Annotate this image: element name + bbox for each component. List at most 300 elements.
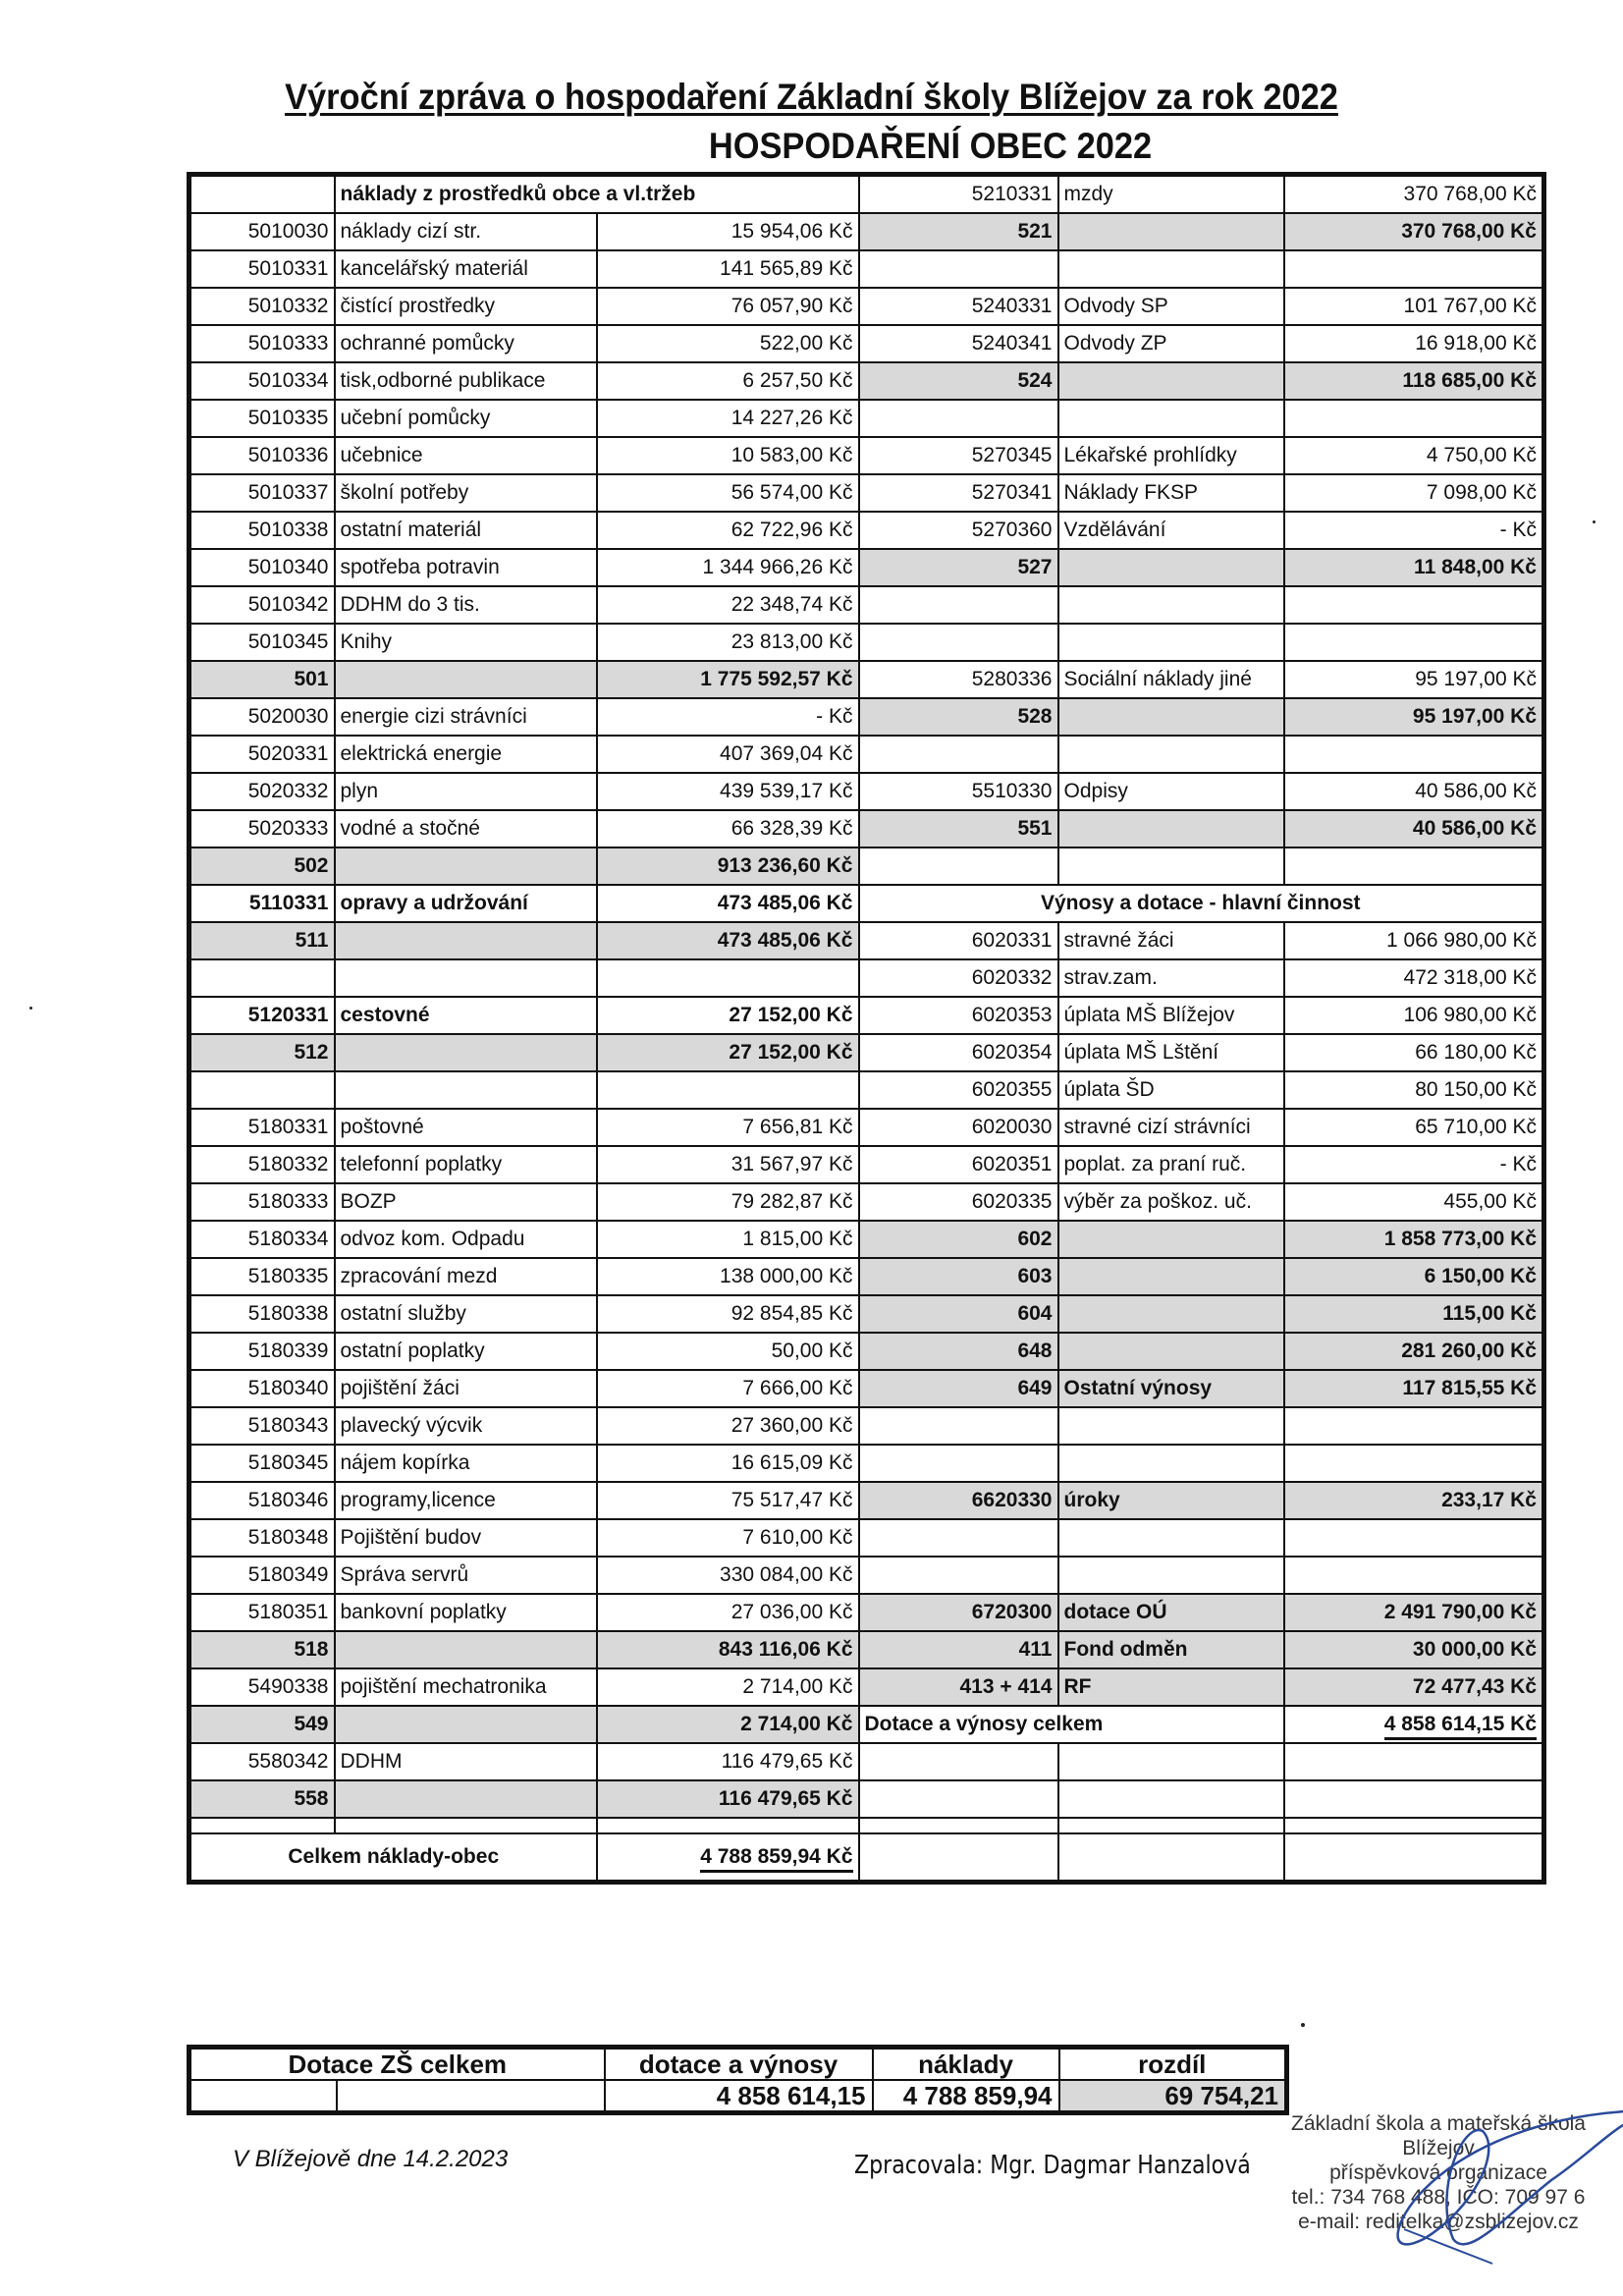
account-amount: 7 098,00 Kč <box>1284 474 1544 512</box>
subtotal-code: 649 <box>859 1370 1058 1407</box>
account-amount: 473 485,06 Kč <box>597 885 859 922</box>
account-label <box>1058 1221 1284 1258</box>
account-amount: 330 084,00 Kč <box>597 1557 859 1594</box>
account-amount: 439 539,17 Kč <box>597 773 859 810</box>
table-row <box>189 1743 1544 1780</box>
table-row <box>189 1295 1544 1333</box>
account-amount: 66 328,39 Kč <box>597 810 859 847</box>
account-amount: 66 180,00 Kč <box>1284 1034 1544 1071</box>
table-row <box>189 1109 1544 1146</box>
account-code: 5020331 <box>189 736 335 773</box>
account-amount: 101 767,00 Kč <box>1284 288 1544 325</box>
account-label <box>1058 213 1284 250</box>
left-section-header: náklady z prostředků obce a vl.tržeb <box>335 175 859 214</box>
stamp-line-5: e-mail: reditelka@zsblizejov.cz <box>1298 2211 1579 2233</box>
account-label <box>335 1034 597 1071</box>
account-amount <box>597 1818 859 1833</box>
table-row <box>189 213 1544 250</box>
subtotal-code: 502 <box>189 847 335 885</box>
account-label: opravy a udržování <box>335 885 597 922</box>
subtotal-code: 411 <box>859 1631 1058 1668</box>
table-row <box>189 1706 1544 1743</box>
account-amount: 16 918,00 Kč <box>1284 325 1544 362</box>
account-code: 5180335 <box>189 1258 335 1295</box>
account-label: Knihy <box>335 624 597 661</box>
stamp-line-4: tel.: 734 768 488, IČO: 709 97 6 <box>1291 2186 1586 2209</box>
account-amount: 50,00 Kč <box>597 1333 859 1370</box>
scan-speck <box>29 1007 32 1010</box>
account-label: pojištění žáci <box>335 1370 597 1407</box>
account-amount: 76 057,90 Kč <box>597 288 859 325</box>
account-label <box>335 661 597 698</box>
account-amount: 106 980,00 Kč <box>1284 997 1544 1034</box>
subtotal-amount: 281 260,00 Kč <box>1284 1333 1544 1370</box>
table-row <box>189 474 1544 512</box>
account-code: 5020332 <box>189 773 335 810</box>
account-label <box>1058 1445 1284 1482</box>
subtotal-code: 558 <box>189 1780 335 1818</box>
account-amount: 10 583,00 Kč <box>597 437 859 474</box>
subtotal-code: 604 <box>859 1295 1058 1333</box>
account-label: úplata ŠD <box>1058 1071 1284 1109</box>
account-label: elektrická energie <box>335 736 597 773</box>
account-label: Odpisy <box>1058 773 1284 810</box>
account-label <box>1058 1295 1284 1333</box>
account-code: 5180348 <box>189 1519 335 1557</box>
account-label: ochranné pomůcky <box>335 325 597 362</box>
account-code: 5010334 <box>189 362 335 400</box>
table-row <box>189 549 1544 586</box>
account-amount: 62 722,96 Kč <box>597 512 859 549</box>
table-row <box>189 1519 1544 1557</box>
account-code: 5180345 <box>189 1445 335 1482</box>
account-label <box>335 1780 597 1818</box>
account-code: 5010331 <box>189 250 335 288</box>
subtotal-amount: 95 197,00 Kč <box>1284 698 1544 736</box>
account-label: úplata MŠ Lštění <box>1058 1034 1284 1071</box>
account-code: 5010338 <box>189 512 335 549</box>
account-label <box>335 1631 597 1668</box>
summary-empty-1 <box>189 2080 337 2113</box>
account-label: mzdy <box>1058 175 1284 214</box>
account-label: Pojištění budov <box>335 1519 597 1557</box>
account-label: výběr za poškoz. uč. <box>1058 1183 1284 1221</box>
account-code <box>189 959 335 997</box>
account-label: Vzdělávání <box>1058 512 1284 549</box>
subtotal-code: 524 <box>859 362 1058 400</box>
account-label: plyn <box>335 773 597 810</box>
account-label: zpracování mezd <box>335 1258 597 1295</box>
account-code: 5240331 <box>859 288 1058 325</box>
account-code: 5270341 <box>859 474 1058 512</box>
table-row <box>189 1183 1544 1221</box>
summary-header-row <box>189 2048 1287 2081</box>
account-label: úroky <box>1058 1482 1284 1519</box>
account-label: RF <box>1058 1668 1284 1706</box>
subtotal-amount: 1 775 592,57 Kč <box>597 661 859 698</box>
account-amount: 80 150,00 Kč <box>1284 1071 1544 1109</box>
account-code: 5010030 <box>189 213 335 250</box>
account-amount: 14 227,26 Kč <box>597 400 859 437</box>
account-code: 6020335 <box>859 1183 1058 1221</box>
account-label: vodné a stočné <box>335 810 597 847</box>
table-row <box>189 437 1544 474</box>
account-amount <box>1284 1407 1544 1445</box>
account-amount <box>1284 1833 1544 1883</box>
account-code: 5180334 <box>189 1221 335 1258</box>
table-row <box>189 400 1544 437</box>
account-code <box>189 1071 335 1109</box>
subtotal-code: 6720300 <box>859 1594 1058 1631</box>
account-code: 5010337 <box>189 474 335 512</box>
subtotal-amount: 27 152,00 Kč <box>597 1034 859 1071</box>
account-code: 6020331 <box>859 922 1058 959</box>
account-label <box>335 922 597 959</box>
account-amount: 472 318,00 Kč <box>1284 959 1544 997</box>
account-label: cestovné <box>335 997 597 1034</box>
account-amount: 2 714,00 Kč <box>597 1668 859 1706</box>
account-label: kancelářský materiál <box>335 250 597 288</box>
account-amount: 79 282,87 Kč <box>597 1183 859 1221</box>
table-row <box>189 288 1544 325</box>
account-code: 5020030 <box>189 698 335 736</box>
account-label: programy,licence <box>335 1482 597 1519</box>
subtotal-amount: 370 768,00 Kč <box>1284 213 1544 250</box>
account-code: 5180331 <box>189 1109 335 1146</box>
account-amount: 4 750,00 Kč <box>1284 437 1544 474</box>
summary-diff: 69 754,21 <box>1059 2080 1287 2113</box>
revenue-section-header: Výnosy a dotace - hlavní činnost <box>859 885 1544 922</box>
subtotal-amount: 117 815,55 Kč <box>1284 1370 1544 1407</box>
account-label <box>1058 1258 1284 1295</box>
summary-col-revenue: dotace a výnosy <box>605 2048 873 2081</box>
table-row <box>189 1631 1544 1668</box>
subtotal-amount: 118 685,00 Kč <box>1284 362 1544 400</box>
account-label <box>1058 698 1284 736</box>
account-code: 6020351 <box>859 1146 1058 1183</box>
subtotal-amount: 2 714,00 Kč <box>597 1706 859 1743</box>
account-amount: 7 610,00 Kč <box>597 1519 859 1557</box>
account-label: Sociální náklady jiné <box>1058 661 1284 698</box>
table-row <box>189 624 1544 661</box>
subtotal-amount: 473 485,06 Kč <box>597 922 859 959</box>
account-label: poštovné <box>335 1109 597 1146</box>
summary-label: Dotace ZŠ celkem <box>189 2048 605 2081</box>
account-amount <box>1284 1818 1544 1833</box>
subtotal-code: 518 <box>189 1631 335 1668</box>
account-label: Správa servrů <box>335 1557 597 1594</box>
account-label <box>1058 586 1284 624</box>
table-row <box>189 773 1544 810</box>
total-costs-label: Celkem náklady-obec <box>189 1833 597 1883</box>
subtotal-code: 413 + 414 <box>859 1668 1058 1706</box>
account-label: plavecký výcvik <box>335 1407 597 1445</box>
subtotal-amount: 843 116,06 Kč <box>597 1631 859 1668</box>
subtotal-code: 501 <box>189 661 335 698</box>
account-label: odvoz kom. Odpadu <box>335 1221 597 1258</box>
financial-table <box>187 172 1546 1885</box>
account-code: 5490338 <box>189 1668 335 1706</box>
table-row <box>189 698 1544 736</box>
account-amount: 31 567,97 Kč <box>597 1146 859 1183</box>
account-label: energie cizi strávníci <box>335 698 597 736</box>
table-row <box>189 1594 1544 1631</box>
table-row <box>189 1818 1544 1833</box>
table-row <box>189 362 1544 400</box>
account-amount <box>1284 847 1544 885</box>
account-amount: - Kč <box>597 698 859 736</box>
account-amount <box>1284 586 1544 624</box>
account-label <box>1058 1818 1284 1833</box>
account-amount: 138 000,00 Kč <box>597 1258 859 1295</box>
account-code: 5510330 <box>859 773 1058 810</box>
account-label: čistící prostředky <box>335 288 597 325</box>
subtotal-code: 527 <box>859 549 1058 586</box>
account-label: ostatní materiál <box>335 512 597 549</box>
account-label: ostatní poplatky <box>335 1333 597 1370</box>
account-code <box>859 250 1058 288</box>
account-code: 6020355 <box>859 1071 1058 1109</box>
account-amount: 116 479,65 Kč <box>597 1743 859 1780</box>
account-amount <box>597 1071 859 1109</box>
account-code <box>859 736 1058 773</box>
table-row <box>189 325 1544 362</box>
account-code: 5010333 <box>189 325 335 362</box>
account-label: Fond odměn <box>1058 1631 1284 1668</box>
account-amount: 522,00 Kč <box>597 325 859 362</box>
account-amount: 22 348,74 Kč <box>597 586 859 624</box>
subtotal-amount: 2 491 790,00 Kč <box>1284 1594 1544 1631</box>
subtotal-amount: 40 586,00 Kč <box>1284 810 1544 847</box>
subtotal-amount: 11 848,00 Kč <box>1284 549 1544 586</box>
subtotal-code: 549 <box>189 1706 335 1743</box>
subtotal-code: 602 <box>859 1221 1058 1258</box>
account-label: strav.zam. <box>1058 959 1284 997</box>
total-costs-value <box>597 1833 859 1883</box>
account-code <box>859 1743 1058 1780</box>
table-row <box>189 175 1544 214</box>
account-label: BOZP <box>335 1183 597 1221</box>
subtotal-amount: 116 479,65 Kč <box>597 1780 859 1818</box>
table-row <box>189 922 1544 959</box>
table-row <box>189 512 1544 549</box>
table-row <box>189 1482 1544 1519</box>
account-code <box>859 1833 1058 1883</box>
subtotal-code: 551 <box>859 810 1058 847</box>
subtotal-amount: 72 477,43 Kč <box>1284 1668 1544 1706</box>
account-code <box>859 1407 1058 1445</box>
subtotal-code: 648 <box>859 1333 1058 1370</box>
account-label <box>1058 549 1284 586</box>
school-stamp <box>1242 2111 1623 2234</box>
account-amount: 7 656,81 Kč <box>597 1109 859 1146</box>
account-amount <box>1284 400 1544 437</box>
subtotal-code: 603 <box>859 1258 1058 1295</box>
account-label: nájem kopírka <box>335 1445 597 1482</box>
account-label: Odvody SP <box>1058 288 1284 325</box>
summary-empty-2 <box>337 2080 605 2113</box>
account-label: stravné cizí strávníci <box>1058 1109 1284 1146</box>
total-revenue-value <box>1284 1706 1544 1743</box>
account-label: školní potřeby <box>335 474 597 512</box>
account-amount: 1 066 980,00 Kč <box>1284 922 1544 959</box>
table-row <box>189 1557 1544 1594</box>
table-row <box>189 250 1544 288</box>
table-row <box>189 1407 1544 1445</box>
account-code <box>859 847 1058 885</box>
account-label: Náklady FKSP <box>1058 474 1284 512</box>
account-code: 5210331 <box>859 175 1058 214</box>
account-code: 5180333 <box>189 1183 335 1221</box>
table-row <box>189 736 1544 773</box>
account-amount <box>1284 736 1544 773</box>
table-row <box>189 959 1544 997</box>
report-subtitle: HOSPODAŘENÍ OBEC 2022 <box>708 126 1153 166</box>
account-amount: 407 369,04 Kč <box>597 736 859 773</box>
account-label <box>1058 1743 1284 1780</box>
subtotal-amount: 1 858 773,00 Kč <box>1284 1221 1544 1258</box>
account-amount <box>1284 250 1544 288</box>
account-amount: 40 586,00 Kč <box>1284 773 1544 810</box>
account-code: 5180343 <box>189 1407 335 1445</box>
table-row <box>189 1034 1544 1071</box>
stamp-line-3: příspěvková organizace <box>1329 2161 1547 2184</box>
account-code: 5180340 <box>189 1370 335 1407</box>
account-amount: 6 257,50 Kč <box>597 362 859 400</box>
account-label: stravné žáci <box>1058 922 1284 959</box>
account-amount: - Kč <box>1284 1146 1544 1183</box>
table-row <box>189 1668 1544 1706</box>
table-row <box>189 1370 1544 1407</box>
account-code: 6020354 <box>859 1034 1058 1071</box>
subtotal-amount: 233,17 Kč <box>1284 1482 1544 1519</box>
account-amount <box>1284 1557 1544 1594</box>
account-label: Lékařské prohlídky <box>1058 437 1284 474</box>
account-amount: 23 813,00 Kč <box>597 624 859 661</box>
subtotal-code: 512 <box>189 1034 335 1071</box>
account-label: náklady cizí str. <box>335 213 597 250</box>
account-label: telefonní poplatky <box>335 1146 597 1183</box>
subtotal-amount: 913 236,60 Kč <box>597 847 859 885</box>
account-code <box>859 1557 1058 1594</box>
account-amount: 1 815,00 Kč <box>597 1221 859 1258</box>
table-row <box>189 810 1544 847</box>
account-code: 5580342 <box>189 1743 335 1780</box>
report-title-text: Výroční zpráva o hospodaření Základní školy Blížejov za rok 2022 <box>285 77 1338 117</box>
account-amount: - Kč <box>1284 512 1544 549</box>
account-code <box>859 1445 1058 1482</box>
account-label: poplat. za praní ruč. <box>1058 1146 1284 1183</box>
table-row <box>189 1221 1544 1258</box>
account-label: spotřeba potravin <box>335 549 597 586</box>
subtotal-amount: 6 150,00 Kč <box>1284 1258 1544 1295</box>
account-code: 5270345 <box>859 437 1058 474</box>
account-amount <box>1284 624 1544 661</box>
account-amount: 27 152,00 Kč <box>597 997 859 1034</box>
account-code <box>859 624 1058 661</box>
total-revenue-label: Dotace a výnosy celkem <box>859 1706 1284 1743</box>
account-amount: 455,00 Kč <box>1284 1183 1544 1221</box>
account-code: 6020332 <box>859 959 1058 997</box>
table-row <box>189 1071 1544 1109</box>
account-code: 5180349 <box>189 1557 335 1594</box>
account-amount: 141 565,89 Kč <box>597 250 859 288</box>
account-amount <box>597 959 859 997</box>
table-row <box>189 1833 1544 1883</box>
account-label <box>1058 736 1284 773</box>
account-code: 5180338 <box>189 1295 335 1333</box>
account-code: 5180346 <box>189 1482 335 1519</box>
account-label <box>335 959 597 997</box>
account-code: 5280336 <box>859 661 1058 698</box>
table-row <box>189 885 1544 922</box>
account-code: 5180332 <box>189 1146 335 1183</box>
account-amount: 15 954,06 Kč <box>597 213 859 250</box>
summary-costs: 4 788 859,94 <box>873 2080 1059 2113</box>
account-label: Odvody ZP <box>1058 325 1284 362</box>
table-row <box>189 847 1544 885</box>
account-code <box>859 586 1058 624</box>
table-row <box>189 1333 1544 1370</box>
account-amount: 95 197,00 Kč <box>1284 661 1544 698</box>
account-label <box>1058 624 1284 661</box>
account-code: 5270360 <box>859 512 1058 549</box>
scan-speck <box>1593 520 1596 523</box>
account-code <box>859 1780 1058 1818</box>
account-label <box>1058 1780 1284 1818</box>
account-label: učební pomůcky <box>335 400 597 437</box>
table-row <box>189 997 1544 1034</box>
table-row <box>189 1258 1544 1295</box>
table-row <box>189 1146 1544 1183</box>
account-code: 5010345 <box>189 624 335 661</box>
account-amount: 7 666,00 Kč <box>597 1370 859 1407</box>
subtotal-code: 521 <box>859 213 1058 250</box>
account-amount: 1 344 966,26 Kč <box>597 549 859 586</box>
account-label <box>1058 1833 1284 1883</box>
account-label: DDHM <box>335 1743 597 1780</box>
account-code: 5010336 <box>189 437 335 474</box>
account-amount <box>1284 1780 1544 1818</box>
account-label: úplata MŠ Blížejov <box>1058 997 1284 1034</box>
account-amount: 65 710,00 Kč <box>1284 1109 1544 1146</box>
summary-revenue: 4 858 614,15 <box>605 2080 873 2113</box>
account-label <box>1058 1519 1284 1557</box>
account-label <box>335 1818 597 1833</box>
account-code: 5110331 <box>189 885 335 922</box>
account-amount: 56 574,00 Kč <box>597 474 859 512</box>
account-label: dotace OÚ <box>1058 1594 1284 1631</box>
scan-speck <box>1301 2023 1305 2027</box>
account-amount: 370 768,00 Kč <box>1284 175 1544 214</box>
account-label <box>1058 1557 1284 1594</box>
account-code <box>189 1818 335 1833</box>
account-label: DDHM do 3 tis. <box>335 586 597 624</box>
account-label: učebnice <box>335 437 597 474</box>
summary-values-row <box>189 2080 1287 2113</box>
account-label <box>1058 1407 1284 1445</box>
account-label <box>335 1071 597 1109</box>
account-label <box>1058 1333 1284 1370</box>
account-amount: 27 036,00 Kč <box>597 1594 859 1631</box>
account-label <box>335 1706 597 1743</box>
account-label <box>335 847 597 885</box>
account-code: 5010335 <box>189 400 335 437</box>
account-code: 6020030 <box>859 1109 1058 1146</box>
table-row <box>189 1445 1544 1482</box>
summary-table <box>187 2045 1289 2115</box>
subtotal-code: 511 <box>189 922 335 959</box>
